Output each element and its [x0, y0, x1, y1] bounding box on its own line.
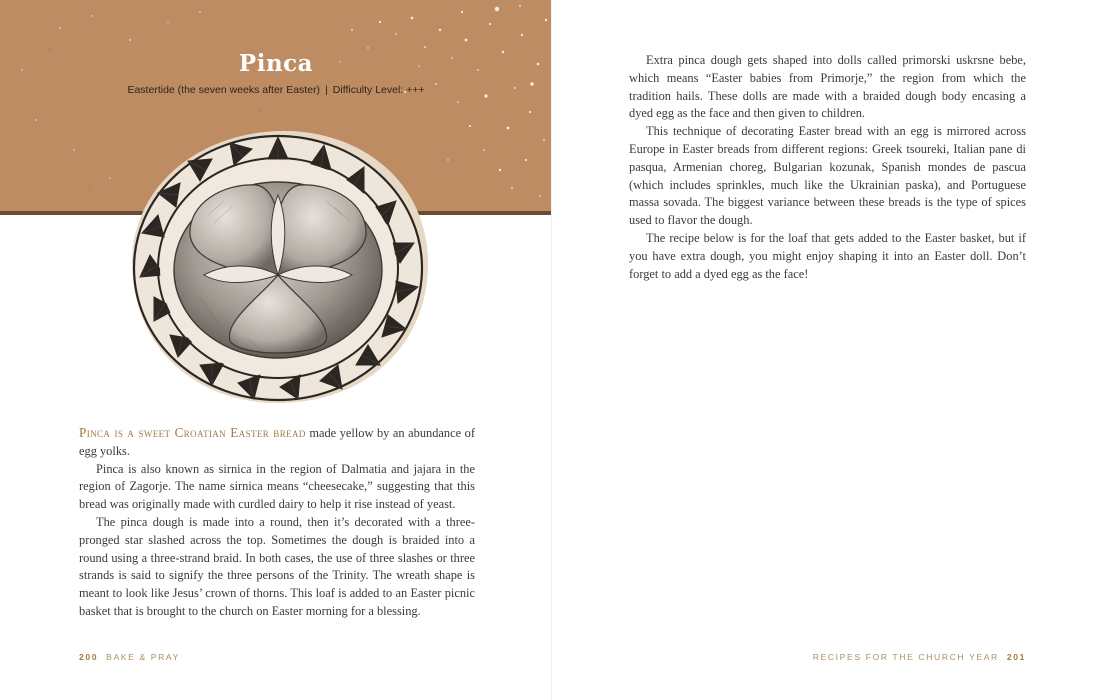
- right-page-number: 201: [1006, 652, 1026, 662]
- right-body-text: [629, 52, 1026, 283]
- pinca-bread-illustration: [128, 125, 432, 407]
- lead-in-small-caps: Pinca is a sweet Croatian Easter bread: [79, 425, 306, 440]
- left-footer: [79, 652, 180, 662]
- right-footer: [813, 652, 1026, 662]
- left-body-text: [79, 424, 475, 621]
- intro-paragraph: [79, 424, 475, 461]
- body-paragraph: The pinca dough is made into a round, then it’s decorated with a three-pronged star slashed across the top. Sometimes the dough is braided into a round using a three-strand braid. In both cases, the use of three slashes or three strands is said to signify the three persons of the Trinity. The wreath shape is meant to look like Jesus’ crown of thorns. This loaf is added to an Easter picnic basket that is brought to the church on Easter morning for a blessing.: [79, 514, 475, 618]
- body-paragraph: This technique of decorating Easter bread with an egg is mirrored across Europe in Easter breads from different regions: Greek tsoureki, Italian pane di pasqua, Armenian choreg, Bulgarian kozunak, Spanish mondes de pascua (which includes sprinkles, much like the Ukrainian paska), and Portuguese massa sovada. The biggest variance between these breads is the type of spices used to flavor the dough.: [629, 124, 1026, 228]
- recipe-title: Pinca: [238, 50, 314, 77]
- recipe-meta: [0, 84, 552, 96]
- body-paragraph: The recipe below is for the loaf that gets added to the Easter basket, but if you have extra dough, you might enjoy shaping it into an Easter doll. Don’t forget to add a dyed egg as the face!: [629, 230, 1026, 281]
- body-paragraph: Pinca is also known as sirnica in the region of Dalmatia and jajara in the region of Zagorje. The name sirnica means “cheesecake,” suggesting that this bread was originally made with curdled dairy to help it rise instead of yeast.: [79, 461, 475, 512]
- lead-in-rest: made yellow by an abundance of egg yolks.: [79, 426, 475, 458]
- difficulty-level: Difficulty Level: +++: [332, 84, 425, 96]
- chapter-running-head: RECIPES FOR THE CHURCH YEAR: [812, 652, 999, 662]
- body-paragraph: Extra pinca dough gets shaped into dolls called primorski uskrsne bebe, which means “Easter babies from Primorje,” the region from which the tradition hails. These dolls are made with a braided dough body encasing a dyed egg as the face and then given to children.: [629, 53, 1026, 121]
- meta-separator: |: [325, 84, 328, 96]
- book-title-running-head: BAKE & PRAY: [106, 652, 180, 662]
- recipe-season: Eastertide (the seven weeks after Easter): [127, 84, 321, 96]
- left-page-number: 200: [79, 652, 99, 662]
